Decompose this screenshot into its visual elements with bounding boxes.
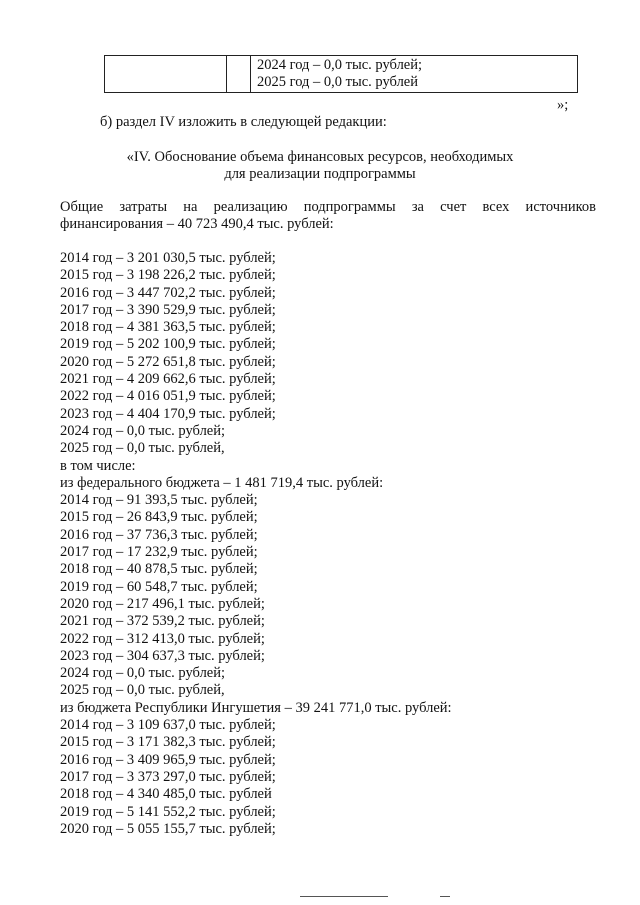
heading-line-2: для реализации подпрограммы [224, 166, 416, 182]
table-cell-line: 2024 год – 0,0 тыс. рублей; [257, 57, 423, 73]
funding-line: 2015 год – 3 198 226,2 тыс. рублей; [60, 267, 276, 284]
funding-line: 2023 год – 4 404 170,9 тыс. рублей; [60, 405, 276, 422]
funding-line: 2014 год – 91 393,5 тыс. рублей; [60, 492, 258, 509]
funding-line: 2015 год – 3 171 382,3 тыс. рублей; [60, 734, 276, 751]
funding-line: 2017 год – 17 232,9 тыс. рублей; [60, 544, 258, 561]
funding-line: 2014 год – 3 201 030,5 тыс. рублей; [60, 250, 276, 266]
funding-line: из бюджета Республики Ингушетия – 39 241 771,0 тыс. рублей: [60, 699, 452, 716]
funding-line: 2015 год – 26 843,9 тыс. рублей; [60, 509, 258, 526]
table-cell-years [257, 57, 422, 91]
funding-line: 2019 год – 5 141 552,2 тыс. рублей; [60, 803, 276, 820]
funding-line: 2025 год – 0,0 тыс. рублей, [60, 682, 225, 699]
funding-line: 2022 год – 4 016 051,9 тыс. рублей; [60, 388, 276, 405]
funding-line: 2018 год – 4 381 363,5 тыс. рублей; [60, 319, 276, 336]
funding-line: 2017 год – 3 373 297,0 тыс. рублей; [60, 768, 276, 785]
intro-line-2: финансирования – 40 723 490,4 тыс. рублей: [60, 216, 334, 232]
intro-paragraph [60, 199, 596, 233]
funding-line: 2017 год – 3 390 529,9 тыс. рублей; [60, 301, 276, 318]
funding-line: 2020 год – 5 272 651,8 тыс. рублей; [60, 353, 276, 370]
funding-line: 2025 год – 0,0 тыс. рублей, [60, 440, 225, 457]
funding-line: 2021 год – 4 209 662,6 тыс. рублей; [60, 371, 276, 388]
funding-line: 2016 год – 37 736,3 тыс. рублей; [60, 526, 258, 543]
budget-table-fragment [104, 55, 578, 93]
table-cell-empty-1 [105, 56, 227, 92]
funding-line: 2016 год – 3 447 702,2 тыс. рублей; [60, 284, 276, 301]
funding-line: 2020 год – 217 496,1 тыс. рублей; [60, 595, 265, 612]
funding-line: 2023 год – 304 637,3 тыс. рублей; [60, 647, 265, 664]
footer-rule-small [440, 896, 450, 897]
intro-line-1: Общие затраты на реализацию подпрограммы за счет всех источников [60, 199, 596, 215]
table-cell-line: 2025 год – 0,0 тыс. рублей [257, 74, 419, 90]
funding-line: 2024 год – 0,0 тыс. рублей; [60, 422, 226, 439]
funding-line: 2024 год – 0,0 тыс. рублей; [60, 665, 226, 682]
funding-line: 2014 год – 3 109 637,0 тыс. рублей; [60, 717, 276, 734]
funding-line: в том числе: [60, 457, 136, 474]
section-instruction: б) раздел IV изложить в следующей редакции: [100, 114, 387, 130]
funding-line: 2022 год – 312 413,0 тыс. рублей; [60, 630, 265, 647]
funding-line: 2019 год – 5 202 100,9 тыс. рублей; [60, 336, 276, 353]
funding-line: 2020 год – 5 055 155,7 тыс. рублей; [60, 820, 276, 837]
funding-line: 2019 год – 60 548,7 тыс. рублей; [60, 578, 258, 595]
closing-quote: »; [557, 97, 569, 113]
funding-line: 2018 год – 4 340 485,0 тыс. рублей [60, 786, 272, 803]
funding-line: из федерального бюджета – 1 481 719,4 тыс. рублей: [60, 474, 384, 491]
funding-line: 2016 год – 3 409 965,9 тыс. рублей; [60, 751, 276, 768]
footer-rule [300, 896, 388, 897]
heading-line-1: «IV. Обоснование объема финансовых ресурсов, необходимых [126, 149, 514, 165]
section-heading [60, 149, 580, 183]
funding-line: 2021 год – 372 539,2 тыс. рублей; [60, 613, 265, 630]
funding-lines-list [60, 250, 580, 838]
funding-line: 2018 год – 40 878,5 тыс. рублей; [60, 561, 258, 578]
table-cell-empty-2 [226, 56, 251, 92]
